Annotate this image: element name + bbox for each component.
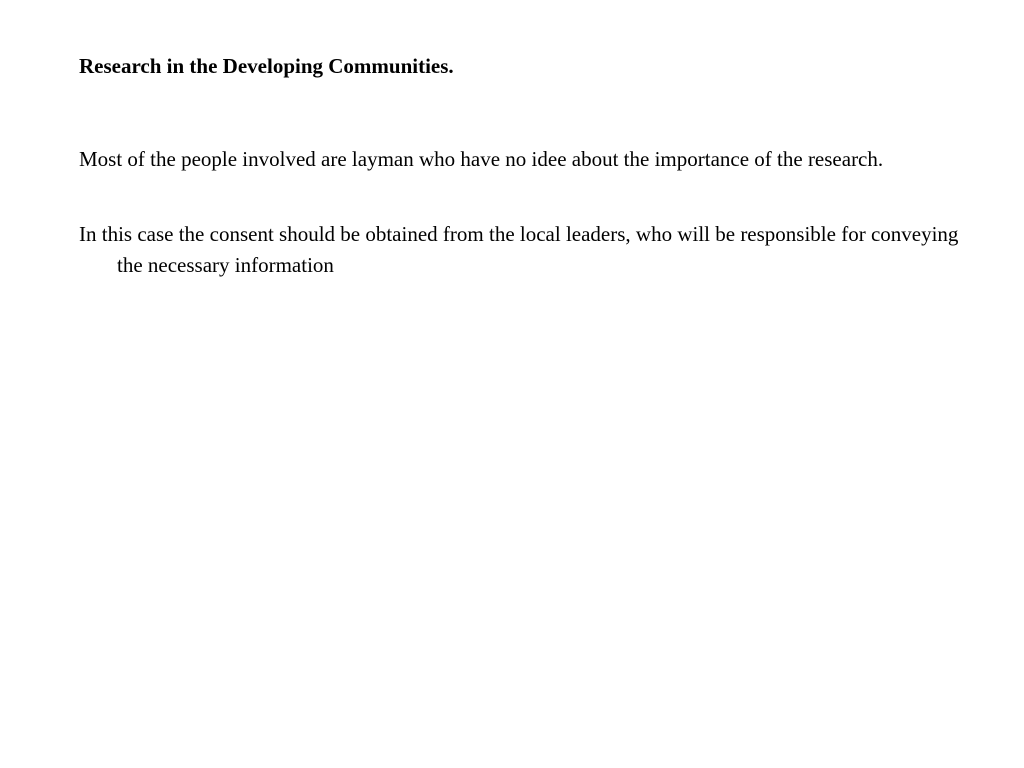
slide-body bbox=[79, 144, 979, 325]
body-paragraph: Most of the people involved are layman who have no idee about the importance of the research. bbox=[79, 147, 884, 171]
body-paragraph: In this case the consent should be obtained from the local leaders, who will be responsible for conveying the necessary information bbox=[79, 222, 959, 277]
slide-title: Research in the Developing Communities. bbox=[79, 54, 454, 78]
